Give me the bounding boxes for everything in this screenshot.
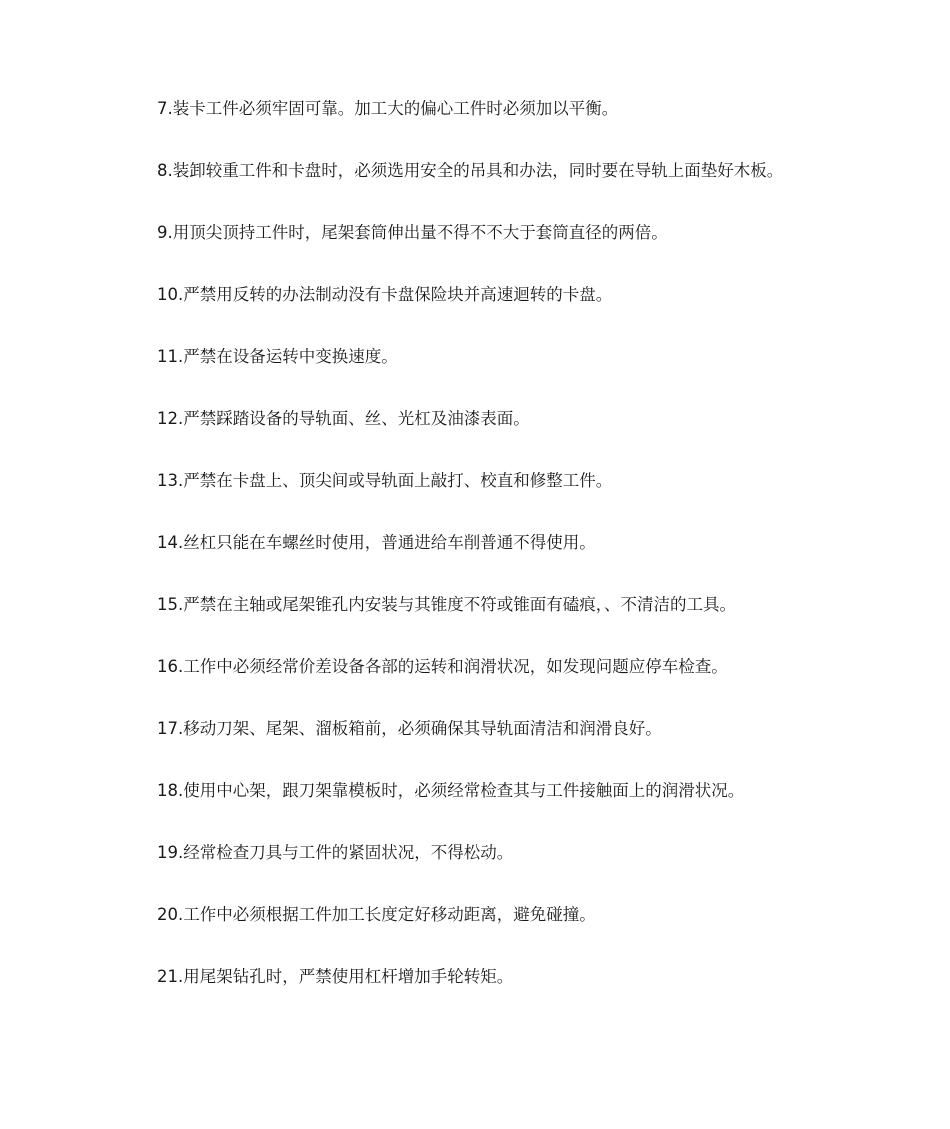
rule-item-18: 18.使用中心架，跟刀架靠模板时，必须经常检查其与工件接触面上的润滑状况。 (157, 781, 745, 800)
rule-item-21: 21.用尾架钻孔时，严禁使用杠杆增加手轮转矩。 (157, 967, 514, 986)
rule-item-10: 10.严禁用反转的办法制动没有卡盘保险块并高速迴转的卡盘。 (157, 285, 613, 304)
rule-item-16: 16.工作中必须经常价差设备各部的运转和润滑状况，如发现问题应停车检查。 (157, 657, 728, 676)
rule-item-12: 12.严禁踩踏设备的导轨面、丝、光杠及油漆表面。 (157, 409, 530, 428)
rule-item-17: 17.移动刀架、尾架、溜板箱前，必须确保其导轨面清洁和润滑良好。 (157, 719, 662, 738)
rule-item-20: 20.工作中必须根据工件加工长度定好移动距离，避免碰撞。 (157, 905, 596, 924)
rule-item-8: 8.装卸较重工件和卡盘时，必须选用安全的吊具和办法，同时要在导轨上面垫好木板。 (157, 161, 784, 180)
rule-item-14: 14.丝杠只能在车螺丝时使用，普通进给车削普通不得使用。 (157, 533, 596, 552)
rule-item-7: 7.装卡工件必须牢固可靠。加工大的偏心工件时必须加以平衡。 (157, 99, 619, 118)
rule-item-9: 9.用顶尖顶持工件时，尾架套筒伸出量不得不不大于套筒直径的两倍。 (157, 223, 668, 242)
safety-rules-list (157, 96, 917, 1026)
rule-item-11: 11.严禁在设备运转中变换速度。 (157, 347, 398, 366)
rule-item-19: 19.经常检查刀具与工件的紧固状况，不得松动。 (157, 843, 514, 862)
rule-item-15: 15.严禁在主轴或尾架锥孔内安装与其锥度不符或锥面有磕痕，、不清洁的工具。 (157, 595, 736, 614)
rule-item-13: 13.严禁在卡盘上、顶尖间或导轨面上敲打、校直和修整工件。 (157, 471, 613, 490)
